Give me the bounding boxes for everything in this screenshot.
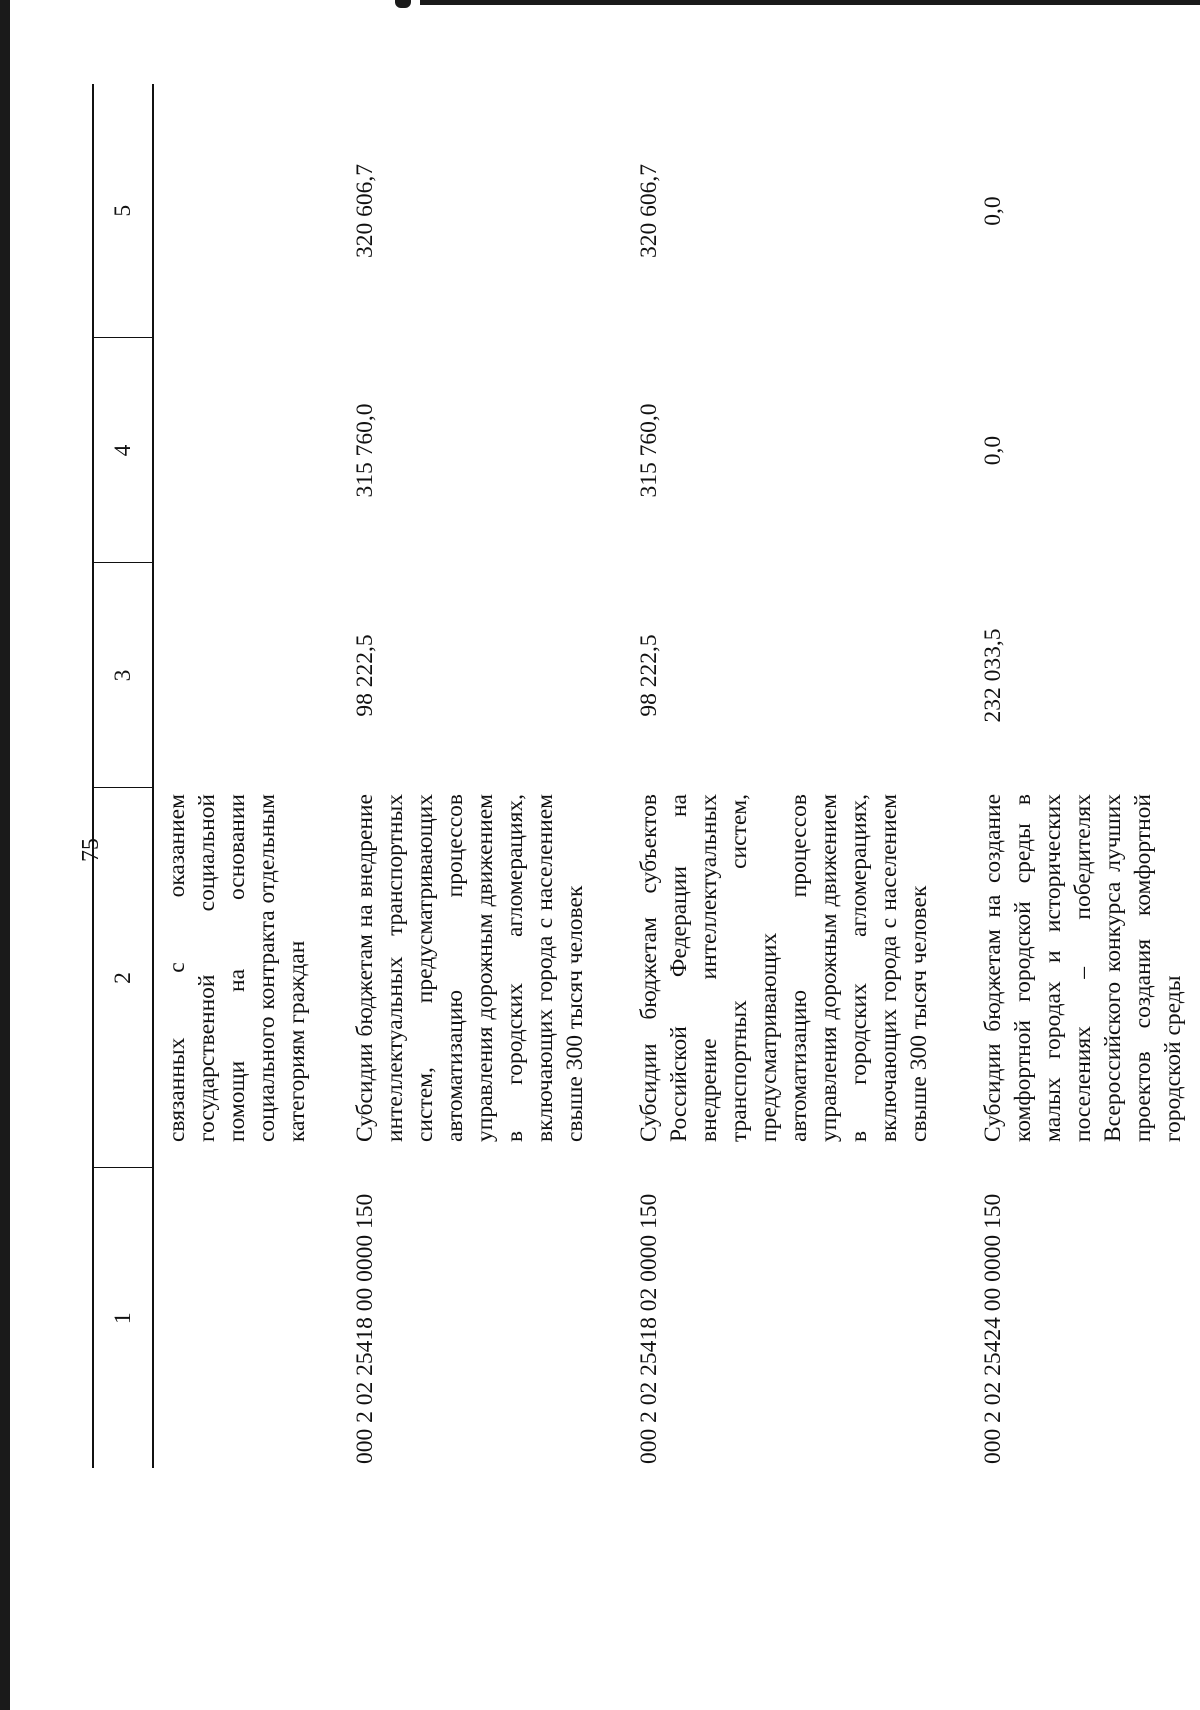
table-row (153, 84, 342, 1468)
description-cell: Субсидии бюджетам на создание комфортной городской среды в малых городах и исторических поселениях – победителях Всероссийского конкурса лучших проектов создания комфортной городской среды (980, 794, 1186, 1142)
amount-col5-cell: 320 606,7 (352, 164, 378, 258)
table-row (970, 84, 1200, 1468)
amount-col4-cell: 0,0 (980, 435, 1006, 466)
column-header-2: 2 (93, 788, 153, 1168)
amount-col3-cell: 98 222,5 (636, 634, 662, 717)
description-cell: Субсидии бюджетам субъектов Российской Федерации на внедрение интеллектуальных транспортных систем, предусматривающих автоматизацию процессов управления дорожным движением в городских агломерациях, включающих города с населением свыше 300 тысяч человек (636, 794, 932, 1142)
column-header-1: 1 (93, 1168, 153, 1468)
table-row (626, 84, 970, 1468)
budget-table (92, 84, 1200, 1468)
amount-col3-cell: 98 222,5 (352, 634, 378, 717)
amount-col4-cell: 315 760,0 (352, 403, 378, 498)
column-header-4: 4 (93, 338, 153, 563)
budget-code-cell: 000 2 02 25418 02 0000 150 (636, 1193, 662, 1464)
amount-col5-cell (153, 84, 342, 338)
table-header-row (93, 84, 153, 1468)
description-cell: связанных с оказанием государственной социальной помощи на основании социального контракта отдельным категориям граждан (164, 794, 310, 1142)
amount-col3-cell (153, 563, 342, 788)
amount-col4-cell: 315 760,0 (636, 403, 662, 498)
amount-col5-cell: 320 606,7 (636, 164, 662, 258)
amount-col4-cell (153, 338, 342, 563)
budget-code-cell: 000 2 02 25418 00 0000 150 (352, 1193, 378, 1464)
page-number: 75 (78, 838, 104, 862)
amount-col3-cell: 232 033,5 (980, 628, 1006, 723)
column-header-3: 3 (93, 563, 153, 788)
budget-code-cell: 000 2 02 25424 00 0000 150 (980, 1193, 1006, 1464)
column-header-5: 5 (93, 84, 153, 338)
amount-col5-cell: 0,0 (980, 196, 1006, 226)
table-row (342, 84, 626, 1468)
budget-code-cell (153, 1168, 342, 1468)
description-cell: Субсидии бюджетам на внедрение интеллектуальных транспортных систем, предусматривающих автоматизацию процессов управления дорожным движением в городских агломерациях, включающих города с населением свыше 300 тысяч человек (352, 794, 588, 1142)
